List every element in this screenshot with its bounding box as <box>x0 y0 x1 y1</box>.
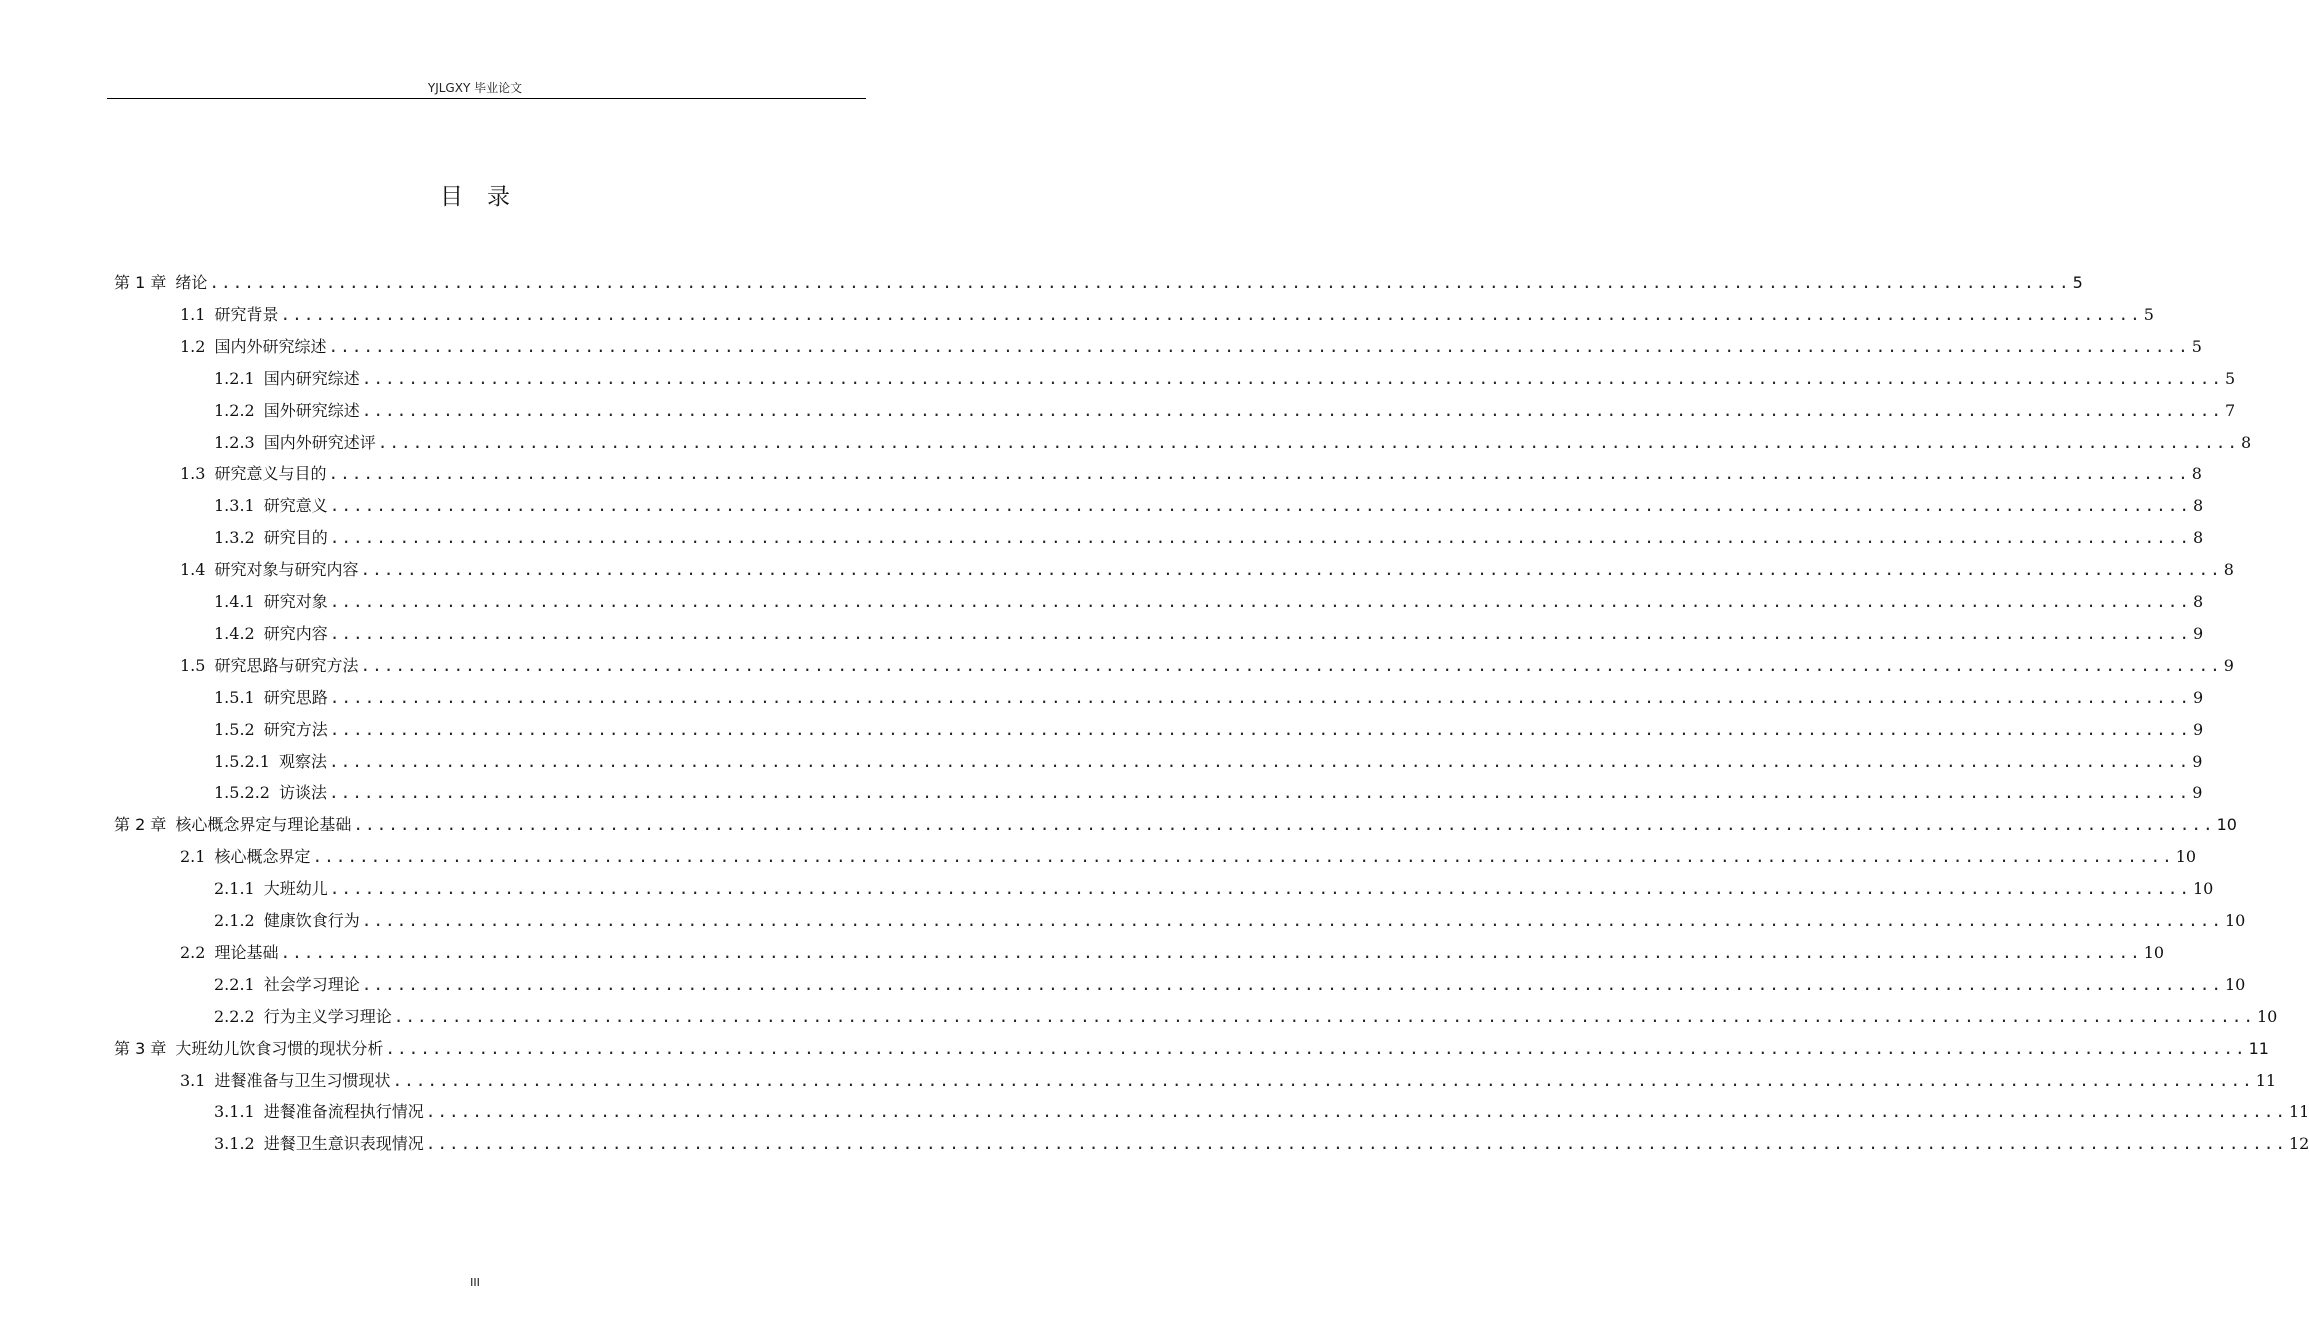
toc-entry-title: 大班幼儿 <box>263 879 328 899</box>
toc-dot-leader: ................................................................................................................................................................ <box>329 687 2191 707</box>
toc-entry[interactable] <box>214 399 2236 423</box>
toc-entry-number: 2.2.2 <box>214 1006 255 1026</box>
toc-entry-number: 第 3 章 <box>114 1038 167 1058</box>
page-number: III <box>470 1276 480 1289</box>
toc-entry-number: 第 2 章 <box>114 815 167 835</box>
toc-dot-leader: ................................................................................................................................................................ <box>312 847 2174 867</box>
toc-entry-title: 研究对象与研究内容 <box>214 560 359 580</box>
toc-entry[interactable] <box>214 877 2214 901</box>
toc-entry[interactable] <box>214 909 2246 933</box>
toc-entry-page: 5 <box>2072 273 2083 292</box>
toc-entry-title: 进餐准备与卫生习惯现状 <box>214 1070 391 1090</box>
toc-dot-leader: ................................................................................................................................................................ <box>329 496 2191 516</box>
toc-entry-number: 1.2.3 <box>214 432 255 452</box>
toc-entry-title: 研究方法 <box>263 719 328 739</box>
toc-entry-title: 绪论 <box>175 273 208 292</box>
toc-dot-leader: ................................................................................................................................................................ <box>361 974 2223 994</box>
toc-entry[interactable] <box>180 335 2202 359</box>
toc-entry-page: 10 <box>2216 815 2237 835</box>
toc-dot-leader: ................................................................................................................................................................ <box>353 815 2215 835</box>
toc-entry-page: 10 <box>2143 942 2165 962</box>
toc-dot-leader: ................................................................................................................................................................ <box>328 464 2190 484</box>
toc-entry-number: 2.1.2 <box>214 911 255 930</box>
toc-entry[interactable] <box>180 558 2234 582</box>
toc-entry-number: 1.5.2.2 <box>214 783 270 803</box>
toc-entry[interactable] <box>114 1037 2269 1061</box>
toc-entry-title: 核心概念界定 <box>214 847 311 867</box>
toc-entry[interactable] <box>214 686 2204 710</box>
toc-entry-number: 1.5 <box>180 655 206 675</box>
toc-entry-title: 研究目的 <box>263 528 328 548</box>
toc-entry-page: 7 <box>2224 400 2236 420</box>
toc-entry-title: 大班幼儿饮食习惯的现状分析 <box>175 1038 384 1058</box>
toc-entry[interactable] <box>180 654 2234 678</box>
toc-entry-title: 研究内容 <box>263 623 328 643</box>
toc-entry-number: 1.4 <box>180 560 206 580</box>
toc-entry[interactable] <box>114 813 2237 837</box>
toc-entry-title: 理论基础 <box>214 942 279 962</box>
toc-entry[interactable] <box>214 1100 2309 1124</box>
toc-entry[interactable] <box>214 367 2236 391</box>
toc-entry-page: 10 <box>2224 911 2246 930</box>
toc-entry-number: 2.2.1 <box>214 974 255 994</box>
toc-entry[interactable] <box>180 462 2202 486</box>
running-header: YJLGXY 毕业论文 <box>427 81 523 95</box>
toc-entry[interactable] <box>214 1132 2309 1156</box>
toc-dot-leader: ................................................................................................................................................................ <box>360 655 2222 675</box>
toc-entry-title: 访谈法 <box>278 783 327 803</box>
toc-entry-page: 5 <box>2143 304 2154 324</box>
toc-dot-leader: ................................................................................................................................................................ <box>329 719 2191 739</box>
toc-entry[interactable] <box>214 973 2246 997</box>
toc-entry-title: 国内研究综述 <box>263 368 360 388</box>
toc-dot-leader: ................................................................................................................................................................ <box>209 273 2071 292</box>
toc-dot-leader: ................................................................................................................................................................ <box>425 1134 2287 1154</box>
toc-entry-title: 国内外研究综述 <box>214 336 327 356</box>
toc-entry-page: 8 <box>2192 528 2204 548</box>
toc-dot-leader: ................................................................................................................................................................ <box>329 592 2191 611</box>
toc-entry-title: 研究背景 <box>214 304 279 324</box>
toc-entry-page: 10 <box>2256 1006 2278 1026</box>
toc-entry-number: 第 1 章 <box>114 273 167 292</box>
toc-entry[interactable] <box>180 845 2197 869</box>
toc-dot-leader: ................................................................................................................................................................ <box>393 1006 2255 1026</box>
toc-entry-page: 8 <box>2223 560 2234 580</box>
toc-dot-leader: ................................................................................................................................................................ <box>392 1070 2254 1090</box>
toc-dot-leader: ................................................................................................................................................................ <box>361 368 2223 388</box>
toc-entry-page: 9 <box>2192 751 2203 771</box>
toc-entry-page: 11 <box>2248 1038 2269 1058</box>
toc-entry[interactable] <box>114 271 2083 295</box>
toc-entry-page: 8 <box>2192 592 2204 611</box>
toc-dot-leader: ................................................................................................................................................................ <box>329 751 2191 771</box>
toc-entry-page: 10 <box>2192 879 2214 899</box>
toc-entry-title: 研究思路与研究方法 <box>214 655 359 675</box>
toc-entry-page: 9 <box>2192 719 2204 739</box>
toc-entry-page: 11 <box>2255 1070 2277 1090</box>
toc-entry[interactable] <box>214 494 2204 518</box>
toc-dot-leader: ................................................................................................................................................................ <box>328 336 2190 356</box>
toc-entry-page: 8 <box>2192 496 2204 516</box>
toc-entry-number: 1.1 <box>180 304 206 324</box>
toc-entry-title: 核心概念界定与理论基础 <box>175 815 352 835</box>
toc-entry[interactable] <box>214 781 2203 805</box>
toc-entry-page: 9 <box>2192 783 2203 803</box>
toc-dot-leader: ................................................................................................................................................................ <box>280 304 2142 324</box>
toc-entry[interactable] <box>180 941 2165 965</box>
toc-entry-number: 1.5.1 <box>214 687 255 707</box>
toc-entry[interactable] <box>214 590 2204 614</box>
toc-entry[interactable] <box>214 622 2204 646</box>
toc-dot-leader: ................................................................................................................................................................ <box>329 528 2191 548</box>
toc-dot-leader: ................................................................................................................................................................ <box>425 1102 2287 1122</box>
toc-entry-title: 研究思路 <box>263 687 328 707</box>
toc-entry-title: 国外研究综述 <box>263 400 360 420</box>
toc-dot-leader: ................................................................................................................................................................ <box>329 879 2191 899</box>
toc-entry-number: 1.3.1 <box>214 496 255 516</box>
toc-entry-number: 1.2 <box>180 336 206 356</box>
toc-entry-page: 8 <box>2191 464 2202 484</box>
toc-entry-title: 进餐准备流程执行情况 <box>263 1102 424 1122</box>
toc-entry[interactable] <box>214 1005 2278 1029</box>
toc-entry[interactable] <box>180 1069 2277 1093</box>
toc-entry-page: 5 <box>2191 336 2202 356</box>
toc-entry-page: 8 <box>2240 432 2252 452</box>
toc-entry[interactable] <box>180 303 2154 327</box>
toc-dot-leader: ................................................................................................................................................................ <box>361 911 2223 930</box>
toc-dot-leader: ................................................................................................................................................................ <box>377 432 2239 452</box>
toc-entry-title: 研究意义 <box>263 496 328 516</box>
toc-dot-leader: ................................................................................................................................................................ <box>361 400 2223 420</box>
toc-entry-number: 1.4.1 <box>214 592 255 611</box>
toc-entry[interactable] <box>214 718 2204 742</box>
toc-entry[interactable] <box>214 750 2203 774</box>
toc-entry-number: 2.1.1 <box>214 879 255 899</box>
toc-entry-number: 1.5.2 <box>214 719 255 739</box>
toc-entry-number: 1.2.2 <box>214 400 255 420</box>
toc-dot-leader: ................................................................................................................................................................ <box>280 942 2142 962</box>
toc-entry-number: 3.1.2 <box>214 1134 255 1154</box>
toc-entry-title: 社会学习理论 <box>263 974 360 994</box>
toc-entry-number: 1.5.2.1 <box>214 751 270 771</box>
toc-entry-page: 12 <box>2288 1134 2309 1154</box>
toc-entry-title: 观察法 <box>278 751 327 771</box>
toc-dot-leader: ................................................................................................................................................................ <box>329 623 2191 643</box>
toc-entry-page: 9 <box>2223 655 2234 675</box>
toc-dot-leader: ................................................................................................................................................................ <box>385 1038 2247 1058</box>
toc-entry-page: 11 <box>2288 1102 2309 1122</box>
toc-entry-title: 进餐卫生意识表现情况 <box>263 1134 424 1154</box>
toc-entry-number: 3.1 <box>180 1070 206 1090</box>
toc-entry[interactable] <box>214 431 2252 455</box>
toc-entry-title: 国内外研究述评 <box>263 432 376 452</box>
toc-entry-title: 研究对象 <box>263 592 328 611</box>
toc-entry-number: 1.4.2 <box>214 623 255 643</box>
toc-entry-title: 健康饮食行为 <box>263 911 360 930</box>
page-title: 目录 <box>440 184 534 210</box>
toc-entry-number: 1.3.2 <box>214 528 255 548</box>
toc-entry-number: 2.1 <box>180 847 206 867</box>
toc-dot-leader: ................................................................................................................................................................ <box>360 560 2222 580</box>
toc-entry-title: 行为主义学习理论 <box>263 1006 392 1026</box>
toc-entry-number: 2.2 <box>180 942 206 962</box>
toc-dot-leader: ................................................................................................................................................................ <box>329 783 2191 803</box>
toc-entry-page: 9 <box>2192 623 2204 643</box>
toc-entry-number: 3.1.1 <box>214 1102 255 1122</box>
toc-entry-page: 9 <box>2192 687 2204 707</box>
toc-entry-page: 10 <box>2224 974 2246 994</box>
toc-entry-number: 1.2.1 <box>214 368 255 388</box>
toc-entry[interactable] <box>214 526 2204 550</box>
toc-entry-page: 10 <box>2175 847 2197 867</box>
toc-entry-page: 5 <box>2224 368 2236 388</box>
toc-entry-number: 1.3 <box>180 464 206 484</box>
toc-entry-title: 研究意义与目的 <box>214 464 327 484</box>
